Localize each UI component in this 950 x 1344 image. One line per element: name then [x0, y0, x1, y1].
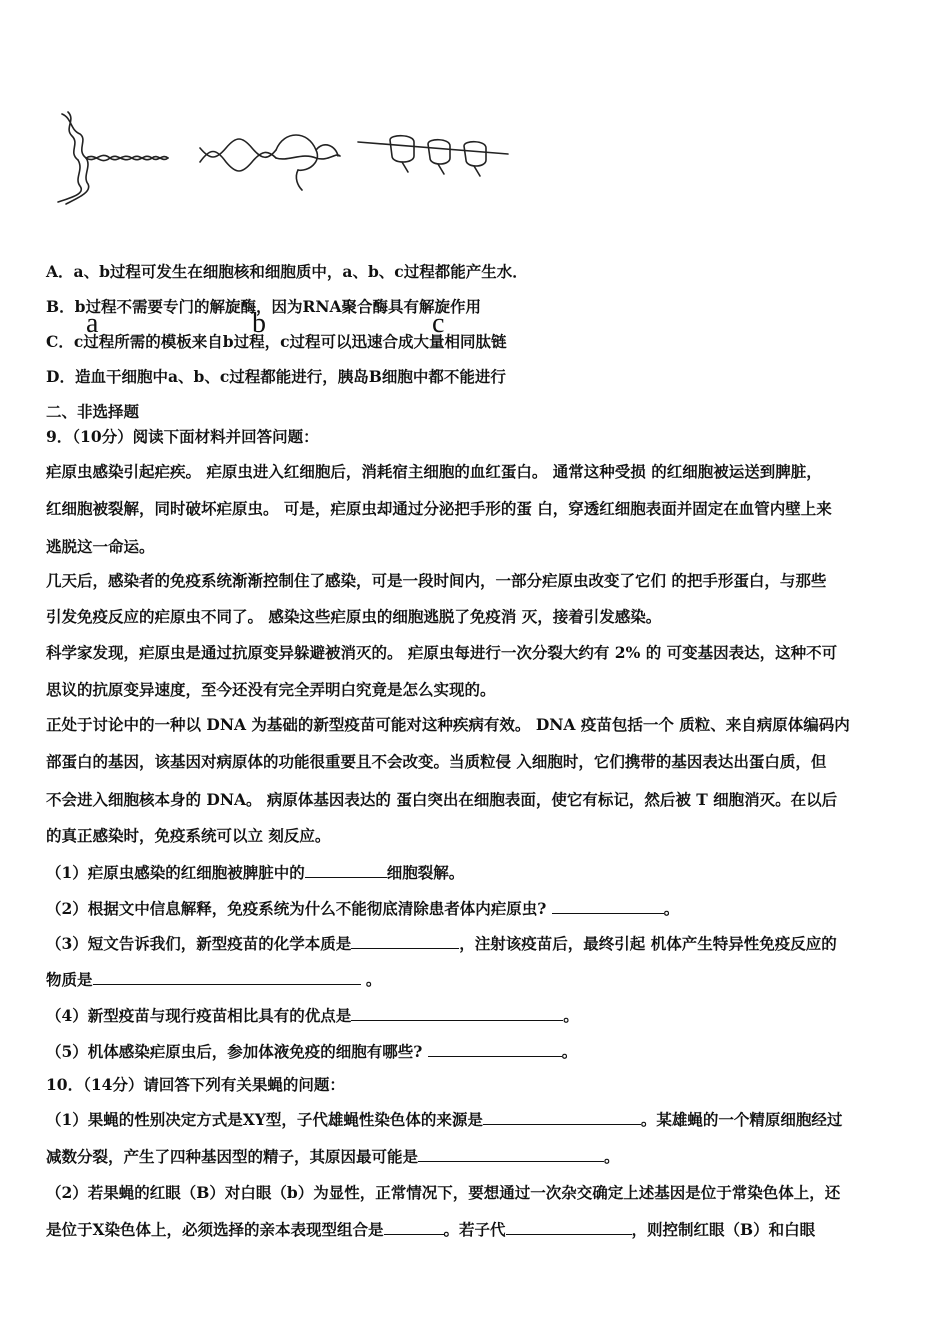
q9-part3b-suffix: 。: [360, 970, 382, 989]
question-9-part-1: [46, 862, 911, 883]
passage-line: 红细胞被裂解，同时破坏疟原虫。 可是，疟原虫却通过分泌把手形的蛋 白，穿透红细胞表面并固定在血管内壁上来: [46, 499, 832, 518]
answer-blank[interactable]: [351, 933, 459, 949]
q9-part3-text: （3）短文告诉我们，新型疫苗的化学本质是: [46, 934, 352, 953]
passage-line: 几天后，感染者的免疫系统渐渐控制住了感染，可是一段时间内，一部分疟原虫改变了它们 的把手形蛋白，与那些: [46, 571, 827, 590]
q9-part3b-text: 物质是: [46, 970, 93, 989]
figure-label-a: a: [86, 308, 99, 339]
q10-part1-text: （1）果蝇的性别决定方式是XY型，子代雄蝇性染色体的来源是: [46, 1110, 483, 1129]
q9-part4-suffix: 。: [563, 1006, 579, 1025]
section-heading: 二、非选择题: [46, 402, 140, 421]
q9-part1-text: （1）疟原虫感染的红细胞被脾脏中的: [46, 863, 305, 882]
q9-part5-suffix: 。: [561, 1042, 578, 1061]
question-9-part-4: [46, 1005, 911, 1026]
answer-blank[interactable]: [428, 1041, 562, 1057]
option-c: C．c过程所需的模板来自b过程，c过程可以迅速合成大量相同肽链: [46, 332, 507, 351]
option-b: B．b过程不需要专门的解旋酶，因为RNA聚合酶具有解旋作用: [46, 297, 482, 316]
answer-blank[interactable]: [506, 1219, 632, 1235]
q10-part1b-suffix: 。: [604, 1147, 620, 1166]
passage-line: 不会进入细胞核本身的 DNA。 病原体基因表达的 蛋白突出在细胞表面，使它有标记，然后被 T 细胞消灭。在以后: [46, 790, 838, 809]
figure-label-b: b: [252, 308, 266, 339]
answer-blank[interactable]: [384, 1219, 444, 1235]
passage-line: 疟原虫感染引起疟疾。 疟原虫进入红细胞后，消耗宿主细胞的血红蛋白。 通常这种受损 的红细胞被运送到脾脏，: [46, 462, 822, 481]
passage-line: 逃脱这一命运。: [46, 537, 155, 556]
figure-label-c: c: [432, 308, 445, 339]
q9-part1-suffix: 细胞裂解。: [386, 863, 465, 882]
q10-part1b-text: 减数分裂，产生了四种基因型的精子，其原因最可能是: [46, 1147, 419, 1166]
translation-diagram-c: [358, 136, 508, 176]
question-9-part-5: [46, 1041, 911, 1062]
passage-line: 正处于讨论中的一种以 DNA 为基础的新型疫苗可能对这种疾病有效。 DNA 疫苗包括一个 质粒、来自病原体编码内: [46, 715, 850, 734]
option-a: A．a、b过程可发生在细胞核和细胞质中，a、b、c过程都能产生水．: [46, 262, 528, 281]
question-10-part-2: （2）若果蝇的红眼（B）对白眼（b）为显性，正常情况下，要想通过一次杂交确定上述基因是位于常染色体上，还: [46, 1183, 841, 1202]
option-d: D．造血干细胞中a、b、c过程都能进行，胰岛B细胞中都不能进行: [46, 367, 506, 386]
answer-blank[interactable]: [93, 969, 361, 985]
q9-part2-suffix: 。: [663, 899, 680, 918]
answer-blank[interactable]: [483, 1109, 641, 1125]
q10-part2b-suffix: ，则控制红眼（B）和白眼: [631, 1220, 816, 1239]
answer-blank[interactable]: [305, 862, 387, 878]
answer-blank[interactable]: [351, 1005, 563, 1021]
question-9-title: 9．（10分）阅读下面材料并回答问题：: [46, 427, 319, 446]
question-9-part-3: [46, 933, 911, 954]
q10-part2b-mid: 。若子代: [443, 1220, 506, 1239]
question-10-title: 10．（14分）请回答下列有关果蝇的问题：: [46, 1075, 345, 1094]
question-10-part-1: [46, 1109, 911, 1130]
process-diagram: [40, 100, 520, 210]
q9-part5-text: （5）机体感染疟原虫后，参加体液免疫的细胞有哪些?: [46, 1042, 423, 1061]
passage-line: 的真正感染时，免疫系统可以立 刻反应。: [46, 826, 331, 845]
q10-part1-suffix: 。某雄蝇的一个精原细胞经过: [640, 1110, 843, 1129]
q9-part2-text: （2）根据文中信息解释，免疫系统为什么不能彻底清除患者体内疟原虫?: [46, 899, 547, 918]
q9-part3-suffix: ，注射该疫苗后，最终引起 机体产生特异性免疫反应的: [459, 934, 837, 953]
passage-line: 思议的抗原变异速度，至今还没有完全弄明白究竟是怎么实现的。: [46, 680, 496, 699]
answer-blank[interactable]: [418, 1146, 604, 1162]
question-10-part-1b: [46, 1146, 911, 1167]
q9-part4-text: （4）新型疫苗与现行疫苗相比具有的优点是: [46, 1006, 352, 1025]
q10-part2b-text: 是位于X染色体上，必须选择的亲本表现型组合是: [46, 1220, 384, 1239]
passage-line: 科学家发现，疟原虫是通过抗原变异躲避被消灭的。 疟原虫每进行一次分裂大约有 2% 的 可变基因表达，这种不可: [46, 643, 838, 662]
question-10-part-2b: [46, 1219, 911, 1240]
passage-line: 引发免疫反应的疟原虫不同了。 感染这些疟原虫的细胞逃脱了免疫消 灭，接着引发感染。: [46, 607, 662, 626]
transcription-diagram-b: [200, 135, 340, 190]
replication-diagram-a: [58, 112, 168, 204]
answer-blank[interactable]: [552, 898, 664, 914]
question-9-part-3b: [46, 969, 911, 990]
question-9-part-2: [46, 898, 911, 919]
passage-line: 部蛋白的基因，该基因对病原体的功能很重要且不会改变。当质粒侵 入细胞时，它们携带的基因表达出蛋白质，但: [46, 752, 827, 771]
